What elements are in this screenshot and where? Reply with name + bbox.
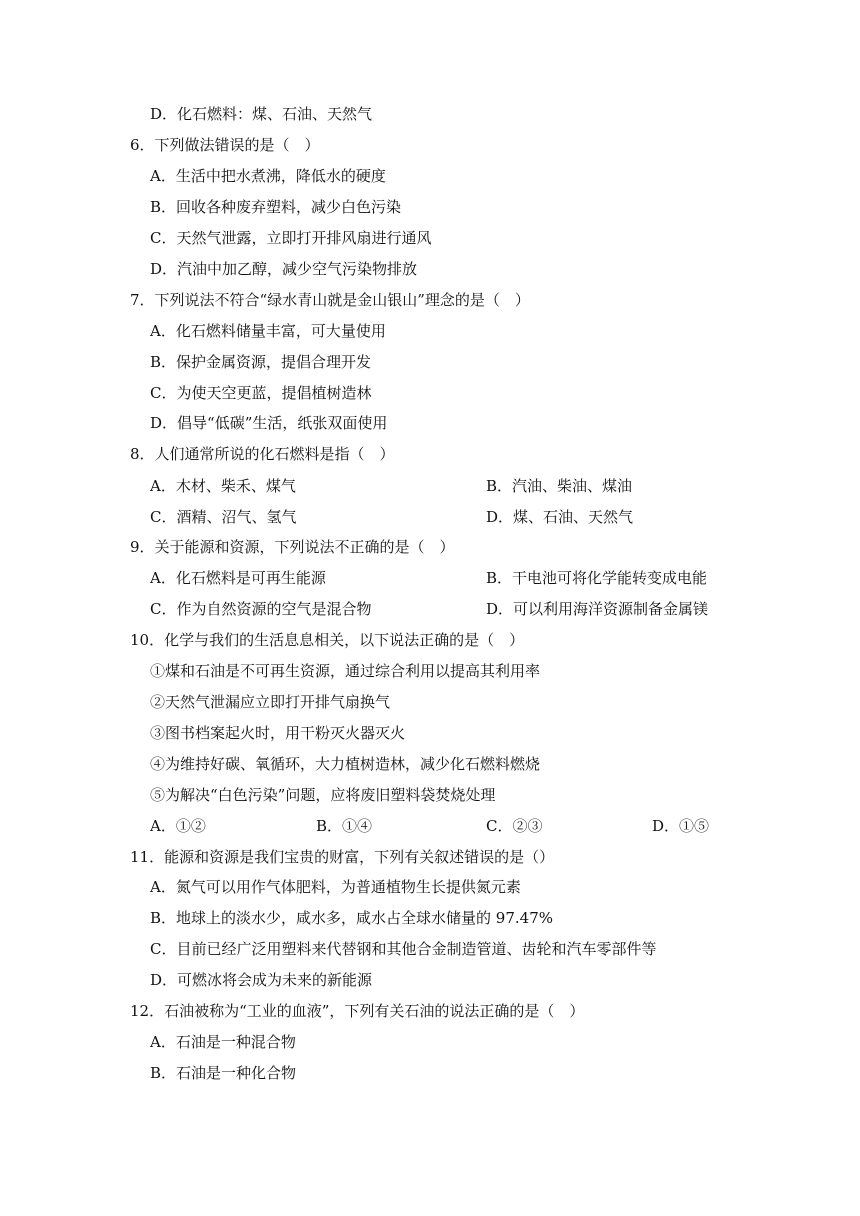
q11-option-b: B．地球上的淡水少，咸水多，咸水占全球水储量的 97.47% xyxy=(150,909,553,927)
q8-option-b: B．汽油、柴油、煤油 xyxy=(486,477,633,495)
q12-option-a: A．石油是一种混合物 xyxy=(150,1033,296,1051)
question-11: 11．能源和资源是我们宝贵的财富，下列有关叙述错误的是（） xyxy=(130,848,555,866)
q8-option-a: A．木材、柴禾、煤气 xyxy=(150,477,296,495)
q9-option-b: B．干电池可将化学能转变成电能 xyxy=(486,569,708,587)
q10-statement-3: ③图书档案起火时，用干粉灭火器灭火 xyxy=(150,724,406,742)
q9-option-d: D．可以利用海洋资源制备金属镁 xyxy=(486,600,709,618)
q10-option-d: D．①⑤ xyxy=(652,817,710,835)
q12-option-b: B．石油是一种化合物 xyxy=(150,1064,297,1082)
q8-option-c: C．酒精、沼气、氢气 xyxy=(150,508,297,526)
q5-option-d: D．化石燃料：煤、石油、天然气 xyxy=(150,105,373,123)
q9-option-c: C．作为自然资源的空气是混合物 xyxy=(150,600,372,618)
question-8: 8．人们通常所说的化石燃料是指（ ） xyxy=(130,445,395,463)
question-7: 7．下列说法不符合“绿水青山就是金山银山”理念的是（ ） xyxy=(130,291,530,309)
q10-statement-1: ①煤和石油是不可再生资源，通过综合利用以提高其利用率 xyxy=(150,662,541,680)
q10-option-a: A．①② xyxy=(150,817,206,835)
q10-statement-5: ⑤为解决“白色污染”问题，应将废旧塑料袋焚烧处理 xyxy=(150,786,496,804)
question-10: 10．化学与我们的生活息息相关，以下说法正确的是（ ） xyxy=(130,631,525,649)
question-6: 6．下列做法错误的是（ ） xyxy=(130,136,320,154)
q8-option-d: D．煤、石油、天然气 xyxy=(486,508,634,526)
q9-option-a: A．化石燃料是可再生能源 xyxy=(150,569,326,587)
q6-option-b: B．回收各种废弃塑料，减少白色污染 xyxy=(150,198,402,216)
q6-option-d: D．汽油中加乙醇，减少空气污染物排放 xyxy=(150,260,418,278)
q10-statement-4: ④为维持好碳、氧循环，大力植树造林，减少化石燃料燃烧 xyxy=(150,755,541,773)
q7-option-b: B．保护金属资源，提倡合理开发 xyxy=(150,353,372,371)
q10-option-c: C．②③ xyxy=(486,817,543,835)
q10-statement-2: ②天然气泄漏应立即打开排气扇换气 xyxy=(150,693,391,711)
q6-option-c: C．天然气泄露，立即打开排风扇进行通风 xyxy=(150,229,432,247)
q11-option-c: C．目前已经广泛用塑料来代替钢和其他合金制造管道、齿轮和汽车零部件等 xyxy=(150,940,657,958)
q6-option-a: A．生活中把水煮沸，降低水的硬度 xyxy=(150,167,386,185)
q11-option-d: D．可燃冰将会成为未来的新能源 xyxy=(150,971,373,989)
question-12: 12．石油被称为“工业的血液”，下列有关石油的说法正确的是（ ） xyxy=(130,1002,585,1020)
q11-option-a: A．氮气可以用作气体肥料，为普通植物生长提供氮元素 xyxy=(150,878,521,896)
q7-option-a: A．化石燃料储量丰富，可大量使用 xyxy=(150,322,386,340)
question-9: 9．关于能源和资源，下列说法不正确的是（ ） xyxy=(130,538,455,556)
q7-option-d: D．倡导“低碳”生活，纸张双面使用 xyxy=(150,414,388,432)
q7-option-c: C．为使天空更蓝，提倡植树造林 xyxy=(150,384,372,402)
q10-option-b: B．①④ xyxy=(316,817,373,835)
